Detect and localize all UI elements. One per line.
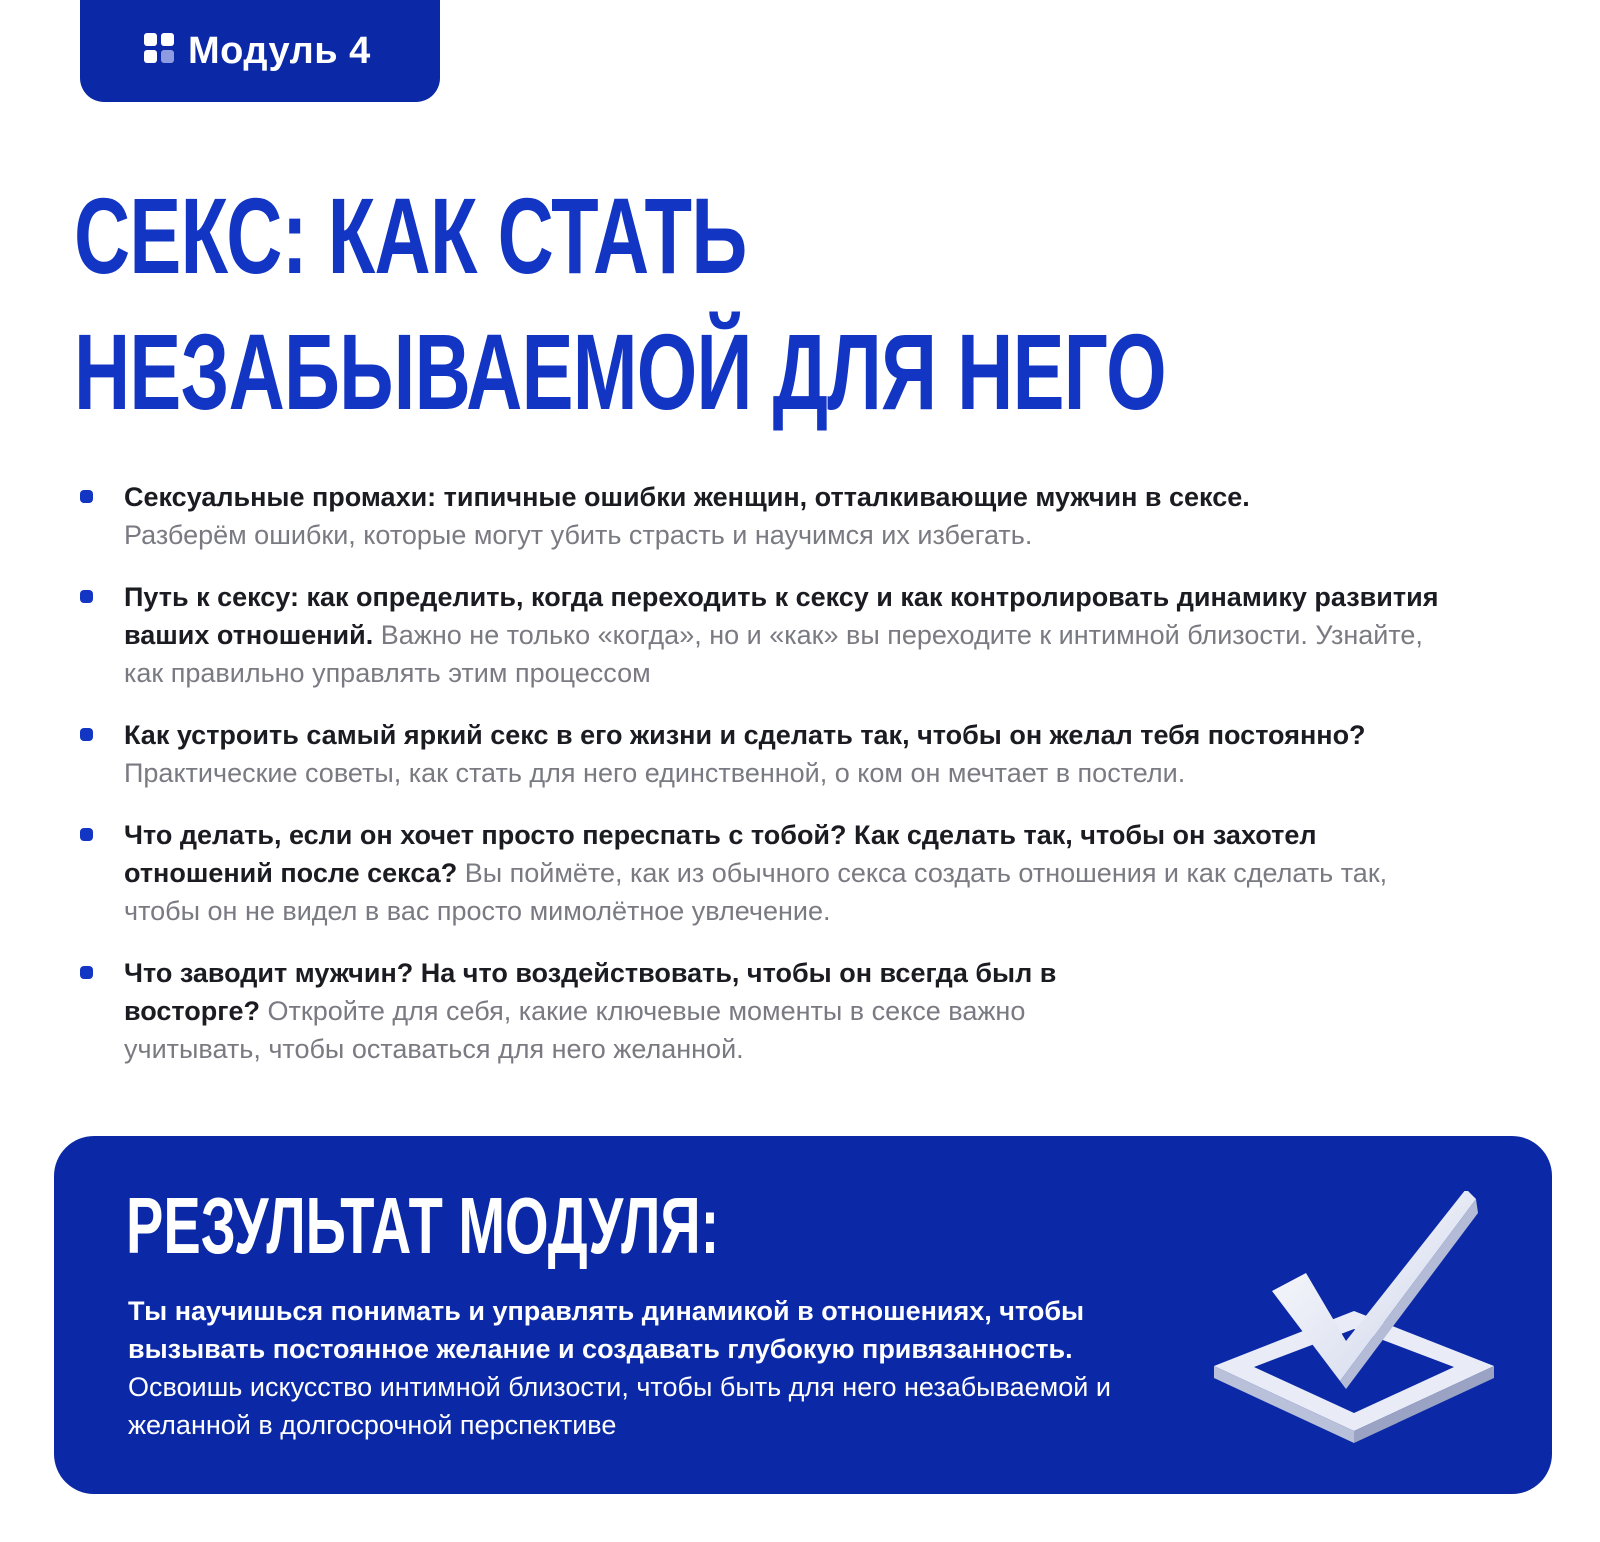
checkmark-icon bbox=[1214, 1191, 1494, 1451]
topic-text: Практические советы, как стать для него единственной, о ком он мечтает в постели. bbox=[124, 758, 1186, 788]
bullet-icon bbox=[80, 590, 93, 603]
list-item bbox=[80, 716, 1460, 792]
page-title-line-1: СЕКС: КАК СТАТЬ bbox=[74, 175, 747, 296]
topic-text: Вы поймёте, как из обычного секса создать отношения и как сделать так, чтобы он не видел в вас просто мимолётное увлечение. bbox=[124, 858, 1388, 926]
topic-heading: Что заводит мужчин? На что воздействовать, чтобы он всегда был в восторге? bbox=[124, 958, 1057, 1026]
module-tab bbox=[80, 0, 440, 102]
topic-heading: Как устроить самый яркий секс в его жизни и сделать так, чтобы он желал тебя постоянно? bbox=[124, 720, 1366, 750]
result-title: РЕЗУЛЬТАТ МОДУЛЯ: bbox=[126, 1181, 720, 1270]
topic-text: Разберём ошибки, которые могут убить страсть и научимся их избегать. bbox=[124, 520, 1033, 550]
result-text bbox=[128, 1292, 1188, 1444]
bullet-icon bbox=[80, 728, 93, 741]
bullet-icon bbox=[80, 828, 93, 841]
grid-icon bbox=[144, 33, 176, 65]
topic-text: Откройте для себя, какие ключевые моменты в сексе важно учитывать, чтобы оставаться для него желанной. bbox=[124, 996, 1026, 1064]
module-label: Модуль 4 bbox=[188, 29, 371, 72]
result-description: Освоишь искусство интимной близости, чтобы быть для него незабываемой и желанной в долгосрочной перспективе bbox=[128, 1372, 1111, 1440]
page-title bbox=[74, 168, 1166, 440]
topic-heading: Сексуальные промахи: типичные ошибки женщин, отталкивающие мужчин в сексе. bbox=[124, 482, 1250, 512]
bullet-icon bbox=[80, 966, 93, 979]
list-item bbox=[80, 578, 1460, 692]
result-heading: Ты научишься понимать и управлять динамикой в отношениях, чтобы вызывать постоянное желание и создавать глубокую привязанность. bbox=[128, 1296, 1085, 1364]
topic-heading: Путь к сексу: как определить, когда переходить к сексу и как контролировать динамику развития ваших отношений. bbox=[124, 582, 1439, 650]
list-item bbox=[80, 478, 1460, 554]
list-item bbox=[80, 954, 1164, 1068]
list-item bbox=[80, 816, 1460, 930]
topics-list bbox=[80, 478, 1460, 1092]
bullet-icon bbox=[80, 490, 93, 503]
topic-text: Важно не только «когда», но и «как» вы переходите к интимной близости. Узнайте, как правильно управлять этим процессом bbox=[124, 620, 1423, 688]
topic-heading: Что делать, если он хочет просто переспать с тобой? Как сделать так, чтобы он захотел отношений после секса? bbox=[124, 820, 1317, 888]
page-title-line-2: НЕЗАБЫВАЕМОЙ ДЛЯ НЕГО bbox=[74, 311, 1166, 432]
result-panel bbox=[54, 1136, 1552, 1494]
